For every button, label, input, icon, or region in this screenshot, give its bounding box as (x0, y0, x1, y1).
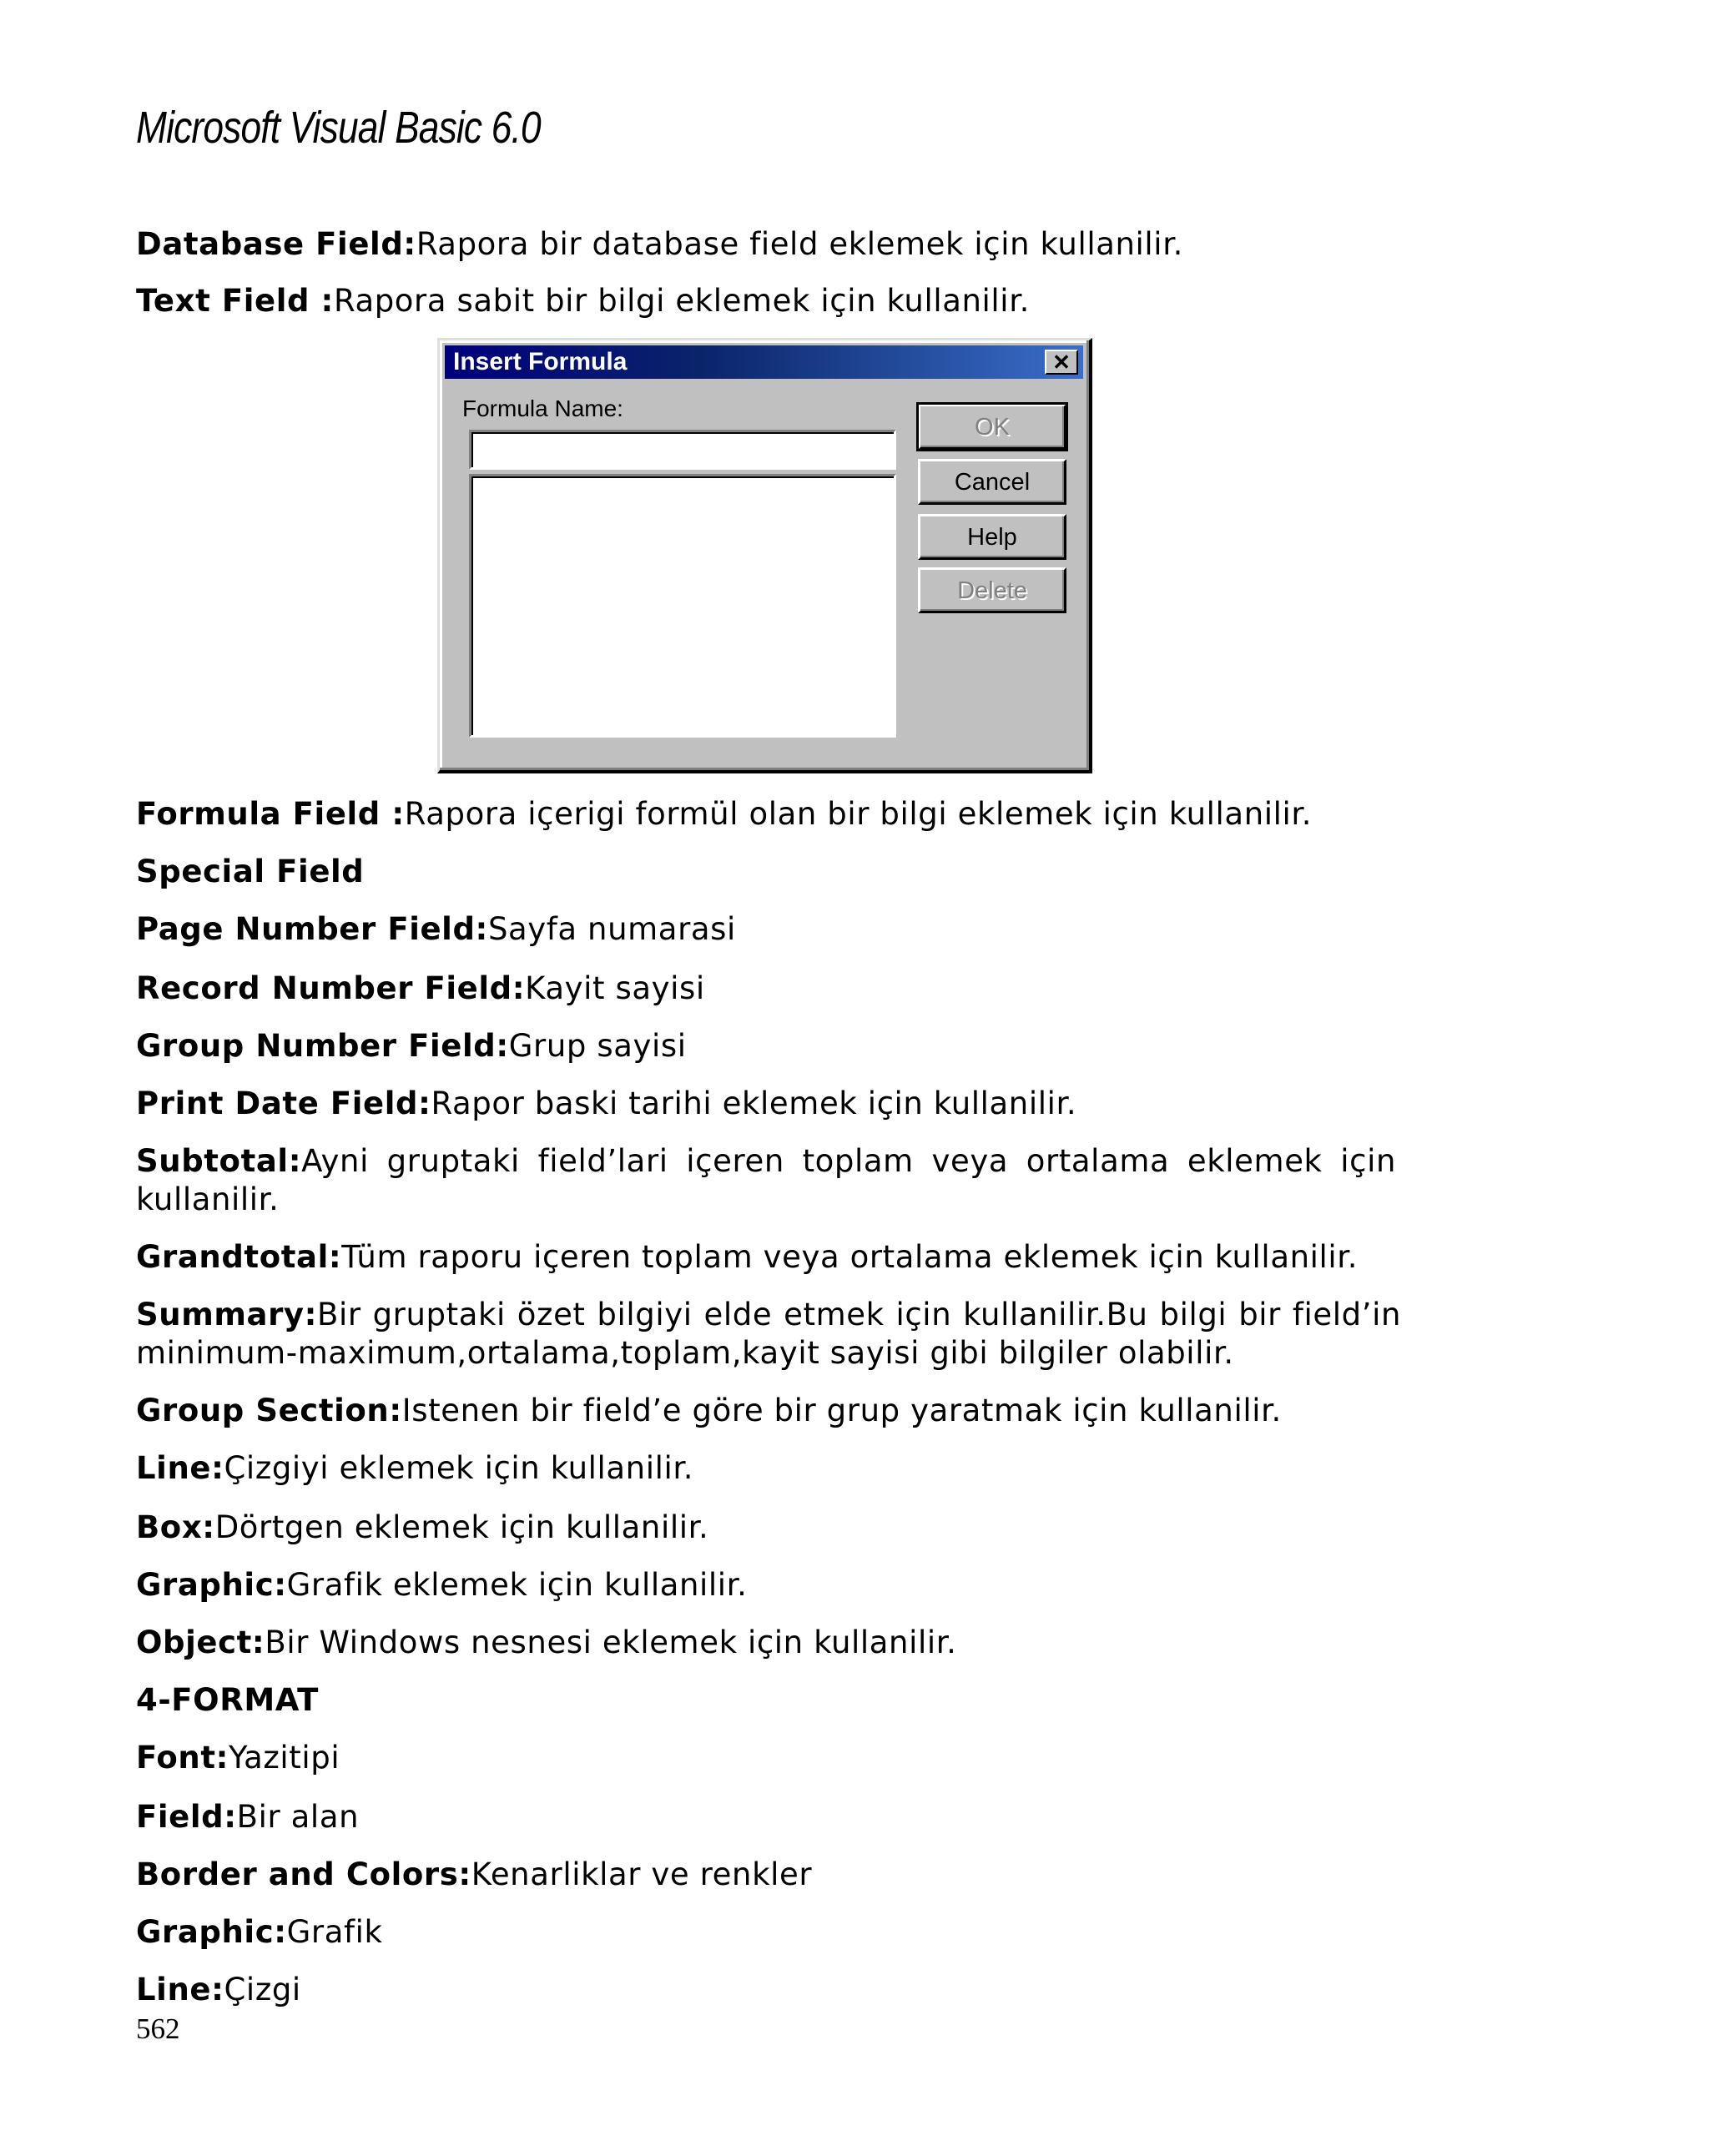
entry-page-number-field (136, 910, 1396, 949)
entry-desc: Çizgiyi eklemek için kullanilir. (224, 1450, 694, 1486)
entry-term: Subtotal: (136, 1143, 302, 1179)
entry-term: Object: (136, 1625, 265, 1660)
entry-text-field (136, 282, 1396, 320)
entry-record-number-field (136, 970, 1396, 1008)
entry-desc: Bir Windows nesnesi eklemek için kullanilir. (265, 1625, 957, 1660)
delete-button[interactable]: Delete (918, 567, 1066, 613)
entry-desc: Kenarliklar ve renkler (471, 1856, 813, 1892)
close-icon[interactable]: ✕ (1045, 350, 1078, 375)
insert-formula-dialog (437, 338, 1092, 773)
entry-desc: Rapor baski tarihi eklemek için kullanilir. (431, 1086, 1077, 1121)
entry-desc: Istenen bir field’e göre bir grup yaratmak için kullanilir. (401, 1393, 1282, 1428)
entry-term: Font: (136, 1740, 229, 1776)
entry-desc: Tüm raporu içeren toplam veya ortalama eklemek için kullanilir. (341, 1239, 1359, 1275)
entry-formula-field (136, 795, 1396, 834)
entry-object (136, 1624, 1396, 1662)
entry-desc: Bir alan (236, 1799, 360, 1835)
dialog-titlebar[interactable] (445, 345, 1083, 379)
entry-database-field (136, 225, 1396, 264)
entry-term: Grandtotal: (136, 1239, 342, 1275)
entry-desc: Çizgi (224, 1972, 301, 2007)
entry-desc: Rapora sabit bir bilgi eklemek için kullanilir. (333, 283, 1030, 319)
section-heading-format (136, 1681, 1396, 1720)
entry-group-number-field (136, 1027, 1396, 1065)
help-button[interactable]: Help (918, 514, 1066, 560)
entry-print-date-field (136, 1085, 1396, 1123)
entry-term: Special Field (136, 854, 365, 889)
ok-button[interactable]: OK (918, 404, 1066, 450)
entry-term: Summary: (136, 1297, 318, 1332)
entry-graphic (136, 1566, 1396, 1604)
formula-name-label: Formula Name: (462, 395, 623, 421)
entry-desc: Rapora içerigi formül olan bir bilgi eklemek için kullanilir. (404, 796, 1313, 832)
entry-term: Page Number Field: (136, 911, 488, 947)
entry-term: Record Number Field: (136, 970, 526, 1006)
formula-name-input[interactable] (469, 430, 896, 470)
entry-line (136, 1449, 1396, 1488)
entry-group-section (136, 1392, 1396, 1430)
entry-term: Line: (136, 1972, 224, 2007)
entry-term: Graphic: (136, 1914, 287, 1950)
entry-term: Graphic: (136, 1567, 287, 1603)
entry-desc: Bir gruptaki özet bilgiyi elde etmek için kullanilir.Bu bilgi bir field’in minimum-maximum,ortalama,toplam,kayit sayisi gibi bilgiler olabilir. (136, 1297, 1401, 1371)
entry-grandtotal (136, 1238, 1396, 1277)
dialog-title: Insert Formula (453, 348, 628, 375)
entry-special-field (136, 853, 1396, 891)
entry-term: Field: (136, 1799, 237, 1835)
entry-desc: Rapora bir database field eklemek için kullanilir. (416, 226, 1183, 262)
entry-term: Border and Colors: (136, 1856, 471, 1892)
entry-box (136, 1509, 1396, 1547)
entry-line-format (136, 1971, 1396, 2009)
entry-term: Group Number Field: (136, 1028, 509, 1064)
entry-desc: Dörtgen eklemek için kullanilir. (214, 1509, 709, 1545)
entry-subtotal (136, 1142, 1396, 1219)
entry-term: Box: (136, 1509, 215, 1545)
entry-term: Database Field: (136, 226, 416, 262)
entry-desc: Ayni gruptaki field’lari içeren toplam veya ortalama eklemek için kullanilir. (136, 1143, 1396, 1217)
entry-desc: Yazitipi (229, 1740, 340, 1776)
entry-border-and-colors (136, 1856, 1396, 1894)
book-title: Microsoft Visual Basic 6.0 (136, 103, 541, 153)
entry-term: Group Section: (136, 1393, 402, 1428)
entry-graphic-format (136, 1913, 1396, 1952)
entry-desc: Grafik eklemek için kullanilir. (286, 1567, 748, 1603)
entry-term: 4-FORMAT (136, 1682, 319, 1718)
entry-term: Line: (136, 1450, 224, 1486)
entry-desc: Kayit sayisi (525, 970, 705, 1006)
entry-term: Print Date Field: (136, 1086, 431, 1121)
entry-term: Formula Field : (136, 796, 405, 832)
cancel-button[interactable]: Cancel (918, 459, 1066, 505)
entry-font (136, 1739, 1396, 1777)
entry-summary (136, 1296, 1401, 1373)
formula-list[interactable] (469, 474, 896, 738)
entry-field (136, 1798, 1396, 1836)
entry-desc: Sayfa numarasi (487, 911, 736, 947)
entry-desc: Grup sayisi (508, 1028, 687, 1064)
page-number: 562 (136, 2012, 180, 2045)
entry-term: Text Field : (136, 283, 334, 319)
entry-desc: Grafik (286, 1914, 383, 1950)
